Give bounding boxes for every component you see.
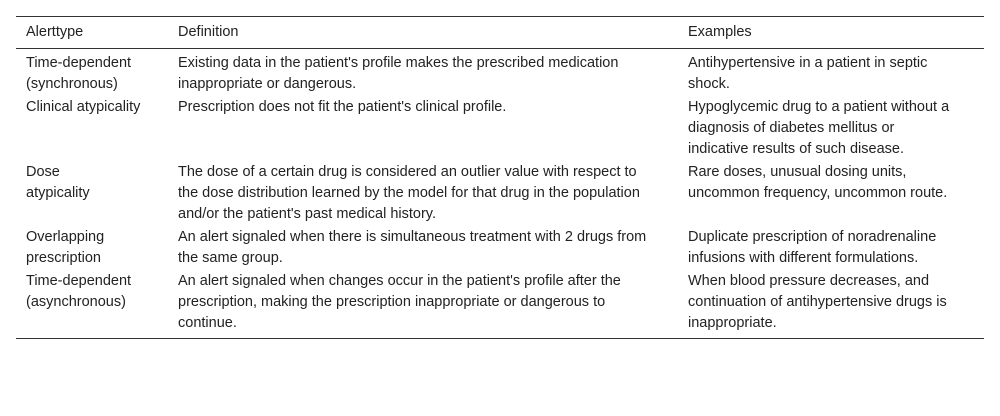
cell-alert-type: [16, 227, 168, 271]
cell-definition: [168, 227, 678, 271]
cell-examples: [678, 97, 984, 162]
alert-type-text: Overlapping prescription: [26, 229, 105, 266]
definition-text: An alert signaled when there is simultaneous treatment with 2 drugs from the same group.: [178, 229, 647, 266]
cell-alert-type: [16, 271, 168, 339]
cell-definition: [168, 49, 678, 98]
cell-examples: [678, 49, 984, 98]
cell-definition: [168, 162, 678, 227]
alert-type-text: Clinical atypicality: [26, 99, 141, 115]
header-definition: Definition: [178, 24, 239, 40]
header-row: [16, 17, 984, 49]
examples-text: Rare doses, unusual dosing units, uncommon frequency, uncommon route.: [688, 164, 948, 201]
table-row: [16, 227, 984, 271]
header-alert-type: Alerttype: [26, 24, 84, 40]
examples-text: Hypoglycemic drug to a patient without a diagnosis of diabetes mellitus or indicative results of such disease.: [688, 99, 950, 157]
definition-text: The dose of a certain drug is considered an outlier value with respect to the dose distribution learned by the model for that drug in the population and/or the patient's past medical history.: [178, 164, 640, 222]
alert-type-text: Time-dependent (synchronous): [26, 55, 132, 92]
header-examples: Examples: [688, 24, 752, 40]
examples-text: Antihypertensive in a patient in septic shock.: [688, 55, 928, 92]
table-header: [16, 17, 984, 49]
cell-examples: [678, 162, 984, 227]
cell-alert-type: [16, 97, 168, 162]
table-row: [16, 271, 984, 339]
cell-definition: [168, 271, 678, 339]
alert-types-table: [16, 16, 984, 339]
cell-examples: [678, 271, 984, 339]
cell-definition: [168, 97, 678, 162]
table-body: [16, 49, 984, 339]
cell-examples: [678, 227, 984, 271]
definition-text: Prescription does not fit the patient's clinical profile.: [178, 99, 507, 115]
cell-alert-type: [16, 162, 168, 227]
examples-text: Duplicate prescription of noradrenaline infusions with different formulations.: [688, 229, 937, 266]
definition-text: Existing data in the patient's profile makes the prescribed medication inappropriate or dangerous.: [178, 55, 619, 92]
table-row: [16, 162, 984, 227]
examples-text: When blood pressure decreases, and continuation of antihypertensive drugs is inappropriate.: [688, 273, 947, 331]
alert-types-table-container: [16, 16, 984, 339]
table-row: [16, 97, 984, 162]
definition-text: An alert signaled when changes occur in the patient's profile after the prescription, making the prescription inappropriate or dangerous to continue.: [178, 273, 621, 331]
alert-type-text: Dose atypicality: [26, 164, 90, 201]
table-row: [16, 49, 984, 98]
cell-alert-type: [16, 49, 168, 98]
alert-type-text: Time-dependent (asynchronous): [26, 273, 132, 310]
